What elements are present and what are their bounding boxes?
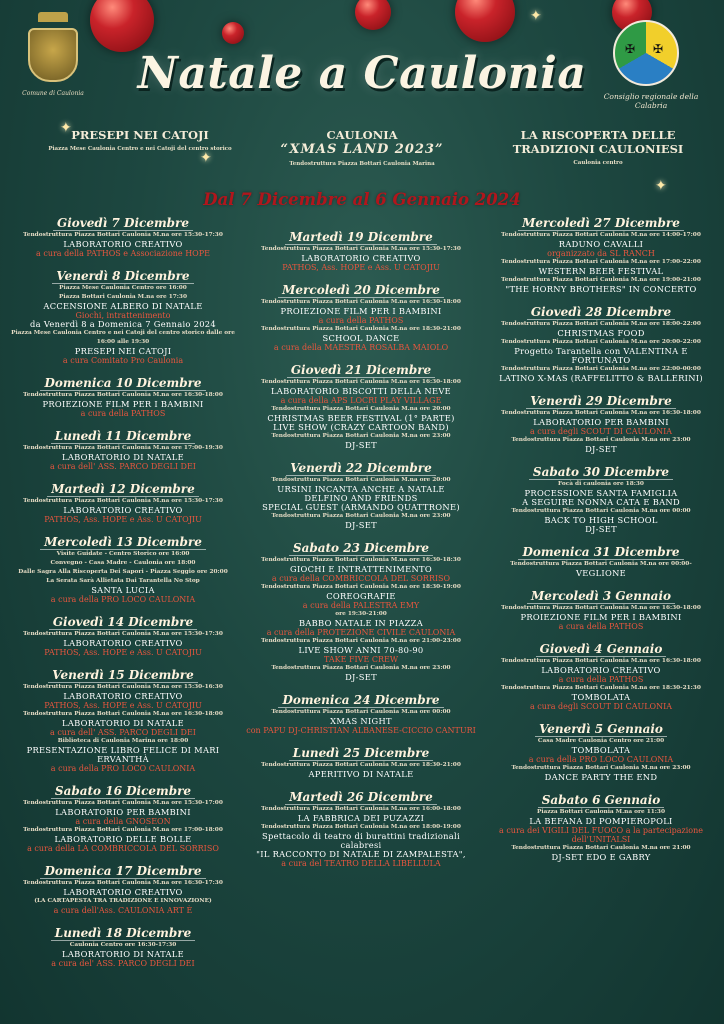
event-title: Spettacolo di teatro di burattini tradizionali calabresi: [262, 831, 460, 850]
day-date: Giovedì 4 Gennaio: [536, 643, 667, 657]
event-location: (LA CARTAPESTA TRA TRADIZIONE E INNOVAZIONE): [34, 898, 212, 904]
day-block: [244, 689, 478, 735]
day-block: [244, 742, 478, 779]
day-date: Giovedì 28 Dicembre: [527, 306, 675, 320]
event-location: Tendostruttura Piazza Bottari Caulonia M.na ore 18:30-21:30: [501, 685, 701, 691]
event-organizer: TAKE FIVE CREW: [323, 655, 399, 664]
event-location: Tendostruttura Piazza Bottari Caulonia M.na ore 19:00-21:00: [501, 277, 701, 283]
day-block: [6, 780, 240, 853]
event-title: PRESENTAZIONE LIBRO FELICE DI MARI: [26, 745, 220, 755]
event-title: RADUNO CAVALLI: [558, 239, 644, 249]
event-organizer: a cura della LA COMBRICCOLA DEL SORRISO: [27, 844, 219, 853]
header-title: LA RISCOPERTA DELLE TRADIZIONI CAULONIESI: [512, 128, 684, 156]
ornament-ball: [455, 0, 515, 42]
day-block: [6, 664, 240, 773]
day-date: Mercoledì 20 Dicembre: [278, 284, 444, 298]
day-date: Sabato 30 Dicembre: [529, 466, 673, 480]
event-location: Tendostruttura Piazza Bottari Caulonia M.na ore 15:30-17:30: [23, 232, 223, 238]
day-date: Giovedì 14 Dicembre: [49, 616, 197, 630]
day-block: [6, 212, 240, 258]
page-title: Natale a Caulonia: [137, 48, 587, 99]
event-title: LABORATORIO PER BAMBINI: [533, 417, 669, 427]
event-title: A SEGUIRE NONNA CATA E BAND: [522, 497, 680, 507]
header-subtitle: Tendostruttura Piazza Bottari Caulonia Marina: [289, 161, 435, 167]
header-title: CAULONIA: [326, 128, 398, 142]
event-title: LABORATORIO CREATIVO: [301, 253, 421, 263]
event-organizer: a cura della COMBRICCOLA DEL SORRISO: [271, 574, 451, 583]
event-location: Tendostruttura Piazza Bottari Caulonia M.na ore 16:30-18:00: [501, 605, 701, 611]
event-title: SANTA LUCIA: [91, 585, 155, 595]
event-location: Tendostruttura Piazza Bottari Caulonia M.na ore 22:00-00:00: [501, 366, 701, 372]
ornament-ball: [222, 22, 244, 44]
event-location: Tendostruttura Piazza Bottari Caulonia M.na ore 23:00: [271, 665, 451, 671]
day-block: [484, 789, 718, 862]
event-title: da Venerdì 8 a Domenica 7 Gennaio 2024: [30, 319, 216, 329]
header-subtitle: Piazza Mese Caulonia Centro e nei Catoji del centro storico: [48, 146, 232, 152]
header-tradizioni: [498, 128, 698, 166]
event-organizer: a cura dei VIGILI DEL FUOCO a la partecipazione dell'UNITALSI: [499, 826, 703, 844]
event-title: PRESEPI NEI CATOJI: [74, 346, 172, 356]
event-organizer: a cura della PROTEZIONE CIVILE CAULONIA: [266, 628, 456, 637]
event-title: VEGLIONE: [576, 568, 626, 578]
event-location: Tendostruttura Piazza Bottari Caulonia M.na ore 18:00-19:00: [261, 824, 461, 830]
event-location: Tendostruttura Piazza Bottari Caulonia M.na ore 17:00-22:00: [501, 259, 701, 265]
header-title2: “XMAS LAND 2023”: [280, 142, 444, 157]
event-location: Tendostruttura Piazza Bottari Caulonia M.na ore 17:00-18:00: [23, 827, 223, 833]
event-location: Tendostruttura Piazza Bottari Caulonia M.na ore 18:30-21:00: [261, 326, 461, 332]
day-block: [484, 390, 718, 454]
day-block: [244, 279, 478, 352]
event-location: Tendostruttura Piazza Bottari Caulonia M.na ore 23:00: [271, 433, 451, 439]
event-location: Piazza Mese Caulonia Centro ore 16:00: [59, 285, 187, 291]
event-organizer: a cura della GNOSEON: [75, 817, 171, 826]
ornament-ball: [355, 0, 391, 30]
event-title: DJ-SET: [585, 444, 617, 454]
day-date: Mercoledì 3 Gennaio: [527, 590, 675, 604]
event-location: Tendostruttura Piazza Bottari Caulonia M.na ore 16:30-18:00: [23, 392, 223, 398]
day-date: Domenica 24 Dicembre: [278, 694, 443, 708]
event-location: Tendostruttura Piazza Bottari Caulonia M.na ore 23:00: [511, 437, 691, 443]
event-title: PROIEZIONE FILM PER I BAMBINI: [280, 306, 442, 316]
day-date: Domenica 31 Dicembre: [518, 546, 683, 560]
ornament-ball: [90, 0, 154, 52]
event-location: Piazza Bottari Caulonia M.na ore 17:30: [59, 294, 187, 300]
day-block: [244, 359, 478, 450]
day-date: Sabato 23 Dicembre: [289, 542, 433, 556]
day-block: [6, 860, 240, 915]
day-block: [6, 531, 240, 604]
event-title: SCHOOL DANCE: [322, 333, 400, 343]
event-organizer: a cura della PATHOS: [318, 316, 404, 325]
event-title: DJ-SET: [345, 440, 377, 450]
event-location: Caulonia Centro ore 16:30-17:30: [69, 942, 177, 948]
day-block: [484, 585, 718, 631]
day-date: Giovedì 21 Dicembre: [287, 364, 435, 378]
day-block: [484, 638, 718, 711]
crown-icon: [38, 12, 68, 22]
event-title: DANCE PARTY THE END: [544, 772, 658, 782]
event-title: PROIEZIONE FILM PER I BAMBINI: [520, 612, 682, 622]
event-organizer: a cura dell' ASS. PARCO DEGLI DEI: [50, 462, 196, 471]
date-range: Dal 7 Dicembre al 6 Gennaio 2024: [203, 190, 521, 209]
event-organizer: a cura del' ASS. PARCO DEGLI DEI: [51, 959, 195, 968]
event-location: Convegno - Casa Madre - Caulonia ore 18:00: [50, 560, 196, 566]
event-organizer: PATHOS, Ass. HOPE e Ass. U CATOJIU: [44, 701, 202, 710]
event-location: Tendostruttura Piazza Bottari Caulonia M.na ore 15:30-17:30: [23, 631, 223, 637]
logo-left-caption: Comune di Caulonia: [22, 90, 84, 97]
logo-right-caption: Consiglio regionale della Calabria: [603, 92, 699, 110]
event-organizer: a cura della PATHOS e Associazione HOPE: [36, 249, 210, 258]
event-title: LABORATORIO CREATIVO: [63, 505, 183, 515]
event-location: Tendostruttura Piazza Bottari Caulonia M.na ore 20:00: [271, 406, 451, 412]
day-block: [6, 611, 240, 657]
day-date: Martedì 19 Dicembre: [285, 231, 437, 245]
event-location: Tendostruttura Piazza Bottari Caulonia M.na ore 21:00: [511, 845, 691, 851]
day-block: [6, 372, 240, 418]
event-organizer: a cura del TEATRO DELLA LIBELLULA: [281, 859, 441, 868]
event-title: DJ-SET: [345, 672, 377, 682]
event-location: Tendostruttura Piazza Bottari Caulonia M.na ore 16:30-18:30: [261, 557, 461, 563]
day-date: Venerdì 5 Gennaio: [535, 723, 667, 737]
event-location: Tendostruttura Piazza Bottari Caulonia M.na ore 23:00: [511, 765, 691, 771]
event-title: ERVANTHÀ: [97, 754, 149, 764]
day-block: [484, 461, 718, 534]
event-title: LABORATORIO DI NATALE: [62, 452, 184, 462]
day-date: Lunedì 11 Dicembre: [51, 430, 195, 444]
event-location: Tendostruttura Piazza Bottari Caulonia M.na ore 23:00: [271, 513, 451, 519]
event-location: Tendostruttura Piazza Bottari Caulonia M.na ore 21:00-23:00: [261, 638, 461, 644]
event-title: SPECIAL GUEST (ARMANDO QUATTRONE): [262, 502, 460, 512]
event-location: Visite Guidate - Centro Storico ore 16:00: [56, 551, 190, 557]
event-organizer: PATHOS, Ass. HOPE e Ass. U CATOJIU: [44, 515, 202, 524]
header-subtitle: Caulonia centro: [573, 160, 623, 166]
sparkle-icon: ✦: [655, 178, 667, 194]
header-xmas-land: [262, 128, 462, 167]
event-title: LATINO X-MAS (RAFFELITTO & BALLERINI): [499, 373, 703, 383]
event-title: "IL RACCONTO DI NATALE DI ZAMPALESTA",: [256, 849, 466, 859]
day-block: [244, 457, 478, 530]
day-block: [484, 718, 718, 782]
event-title: LABORATORIO PER BAMBINI: [55, 807, 191, 817]
event-title: LABORATORIO DELLE BOLLE: [54, 834, 192, 844]
sparkle-icon: ✦: [200, 150, 212, 166]
day-date: Martedì 12 Dicembre: [47, 483, 199, 497]
event-title: LABORATORIO CREATIVO: [541, 665, 661, 675]
event-title: WESTERN BEER FESTIVAL: [538, 266, 664, 276]
event-location: Tendostruttura Piazza Bottari Caulonia M.na ore 14:00-17:00: [501, 232, 701, 238]
event-title: LABORATORIO BISCOTTI DELLA NEVE: [270, 386, 451, 396]
day-date: Mercoledì 27 Dicembre: [518, 217, 684, 231]
day-date: Venerdì 22 Dicembre: [286, 462, 435, 476]
event-title: COREOGRAFIE: [326, 591, 396, 601]
event-location: Tendostruttura Piazza Bottari Caulonia M.na ore 18:30-19:00: [261, 584, 461, 590]
event-title: Progetto Tarantella con VALENTINA E FORTUNATO: [514, 346, 688, 365]
event-title: DJ-SET: [345, 520, 377, 530]
event-organizer: a cura dell'Ass. CAULONIA ART È: [53, 906, 193, 915]
event-title: LA FABBRICA DEI PUZAZZI: [297, 813, 425, 823]
event-location: Tendostruttura Piazza Bottari Caulonia M.na ore 18:30-21:00: [261, 762, 461, 768]
sparkle-icon: ✦: [530, 8, 542, 24]
event-organizer: a cura della PATHOS: [558, 622, 644, 631]
event-location: Tendostruttura Piazza Bottari Caulonia M.na ore 16:30-18:00: [23, 711, 223, 717]
event-organizer: a cura della APS LOCRI PLAY VILLAGE: [280, 396, 442, 405]
event-title: LABORATORIO DI NATALE: [62, 718, 184, 728]
event-title: PROIEZIONE FILM PER I BAMBINI: [42, 399, 204, 409]
event-organizer: Giochi, intrattenimento: [75, 311, 171, 320]
header-presepi: [40, 128, 240, 152]
event-title: DJ-SET EDO E GABRY: [551, 852, 651, 862]
event-organizer: PATHOS, Ass. HOPE e Ass. U CATOJIU: [282, 263, 440, 272]
day-block: [6, 265, 240, 365]
day-date: Venerdì 29 Dicembre: [526, 395, 675, 409]
day-date: Domenica 17 Dicembre: [40, 865, 205, 879]
event-title: BACK TO HIGH SCHOOL: [544, 515, 658, 525]
event-location: Tendostruttura Piazza Bottari Caulonia M.na ore 00:00: [511, 508, 691, 514]
day-block: [484, 541, 718, 578]
event-organizer: a cura Comitato Pro Caulonia: [62, 356, 184, 365]
event-location: Tendostruttura Piazza Bottari Caulonia M.na ore 20:00-22:00: [501, 339, 701, 345]
day-block: [6, 425, 240, 471]
event-location: Focà di caulonia ore 18:30: [558, 481, 644, 487]
event-title: GIOCHI E INTRATTENIMENTO: [290, 564, 432, 574]
event-title: XMAS NIGHT: [330, 716, 392, 726]
event-location: Tendostruttura Piazza Bottari Caulonia M.na ore 17:00-19:30: [23, 445, 223, 451]
event-title: PROCESSIONE SANTA FAMIGLIA: [524, 488, 678, 498]
event-location: Piazza Bottari Caulonia M.na ore 11:30: [537, 809, 665, 815]
event-location: Casa Madre Caulonia Centro ore 21:00: [537, 738, 665, 744]
event-location: Tendostruttura Piazza Bottari Caulonia M.na ore 18:00-22:00: [501, 321, 701, 327]
event-location: Biblioteca di Caulonia Marina ore 18:00: [57, 738, 189, 744]
event-location: Tendostruttura Piazza Bottari Caulonia M.na ore 16:30-18:00: [261, 299, 461, 305]
event-location: Tendostruttura Piazza Bottari Caulonia M.na ore 15:30-17:00: [23, 800, 223, 806]
event-location: Tendostruttura Piazza Bottari Caulonia M.na ore 16:30-18:00: [261, 379, 461, 385]
day-date: Mercoledì 13 Dicembre: [40, 536, 206, 550]
day-date: Sabato 6 Gennaio: [538, 794, 665, 808]
event-location: Tendostruttura Piazza Bottari Caulonia M.na ore 15:30-17:30: [261, 246, 461, 252]
event-title: APERITIVO DI NATALE: [308, 769, 414, 779]
event-organizer: a cura degli SCOUT DI CAULONIA: [529, 427, 673, 436]
event-title: ACCENSIONE ALBERO DI NATALE: [43, 301, 203, 311]
event-title: LABORATORIO CREATIVO: [63, 638, 183, 648]
day-date: Martedì 26 Dicembre: [285, 791, 437, 805]
schedule-column-3: [484, 212, 718, 869]
event-organizer: a cura della PRO LOCO CAULONIA: [50, 595, 196, 604]
day-date: Lunedì 25 Dicembre: [289, 747, 433, 761]
event-organizer: organizzato da SL RANCH: [547, 249, 655, 258]
event-title: "THE HORNY BROTHERS" IN CONCERTO: [505, 284, 697, 294]
day-block: [6, 478, 240, 524]
day-block: [244, 537, 478, 682]
day-block: [244, 786, 478, 868]
event-title: LIVE SHOW ANNI 70-80-90: [298, 645, 424, 655]
event-location: Piazza Mese Caulonia Centro e nei Catoji del centro storico dalle ore 16:00 alle 19:30: [11, 330, 235, 345]
event-organizer: a cura della PALESTRA EMY: [302, 601, 420, 610]
event-title: LA BEFANA DI POMPIEROPOLI: [529, 816, 673, 826]
calabria-emblem-icon: ✠ ✠: [613, 20, 679, 86]
event-location: Tendostruttura Piazza Bottari Caulonia M.na ore 00:00-: [510, 561, 692, 567]
event-organizer: a cura degli SCOUT DI CAULONIA: [529, 702, 673, 711]
event-location: Tendostruttura Piazza Bottari Caulonia M.na ore 16:00-18:00: [261, 806, 461, 812]
day-date: Venerdì 15 Dicembre: [48, 669, 197, 683]
day-date: Venerdì 8 Dicembre: [52, 270, 193, 284]
sparkle-icon: ✦: [60, 120, 72, 136]
event-organizer: a cura dell' ASS. PARCO DEGLI DEI: [50, 728, 196, 737]
event-organizer: a cura della PRO LOCO CAULONIA: [528, 755, 674, 764]
event-title: TOMBOLATA: [571, 692, 631, 702]
event-title: CHRISTMAS BEER FESTIVAL (1° PARTE): [267, 413, 455, 423]
day-block: [484, 212, 718, 294]
event-location: Tendostruttura Piazza Bottari Caulonia M.na ore 16:30-18:00: [501, 410, 701, 416]
event-organizer: a cura della PATHOS: [558, 675, 644, 684]
day-block: [244, 226, 478, 272]
day-date: Lunedì 18 Dicembre: [51, 927, 195, 941]
event-organizer: con PAPU DJ-CHRISTIAN ALBANESE-CICCIO CANTURI: [246, 726, 476, 735]
schedule-column-1: [6, 212, 240, 975]
event-title: LABORATORIO DI NATALE: [62, 949, 184, 959]
event-organizer: a cura della MAESTRA ROSALBA MAIOLO: [273, 343, 449, 352]
day-date: Giovedì 7 Dicembre: [53, 217, 193, 231]
day-block: [6, 922, 240, 968]
header-title: PRESEPI NEI CATOJI: [71, 128, 209, 142]
event-title: TOMBOLATA: [571, 745, 631, 755]
event-location: Tendostruttura Piazza Bottari Caulonia M.na ore 20:00: [271, 477, 451, 483]
day-date: Sabato 16 Dicembre: [51, 785, 195, 799]
event-location: ore 19:30-21:00: [335, 611, 387, 617]
event-location: Tendostruttura Piazza Bottari Caulonia M.na ore 00:00: [271, 709, 451, 715]
day-block: [484, 301, 718, 383]
event-location: Tendostruttura Piazza Bottari Caulonia M.na ore 15:30-16:30: [23, 684, 223, 690]
event-title: LABORATORIO CREATIVO: [63, 887, 183, 897]
event-title: LABORATORIO CREATIVO: [63, 239, 183, 249]
event-location: La Serata Sarà Allietata Dai Tarantella No Stop: [46, 578, 200, 584]
event-organizer: a cura della PATHOS: [80, 409, 166, 418]
event-title: URSINI INCANTA ANCHE A NATALE: [277, 484, 445, 494]
event-title: LABORATORIO CREATIVO: [63, 691, 183, 701]
event-title: DJ-SET: [585, 524, 617, 534]
event-title: BABBO NATALE IN PIAZZA: [298, 618, 424, 628]
schedule-column-2: [244, 226, 478, 875]
event-location: Tendostruttura Piazza Bottari Caulonia M.na ore 15:30-17:30: [23, 498, 223, 504]
event-title: DELFINO AND FRIENDS: [304, 493, 418, 503]
event-organizer: PATHOS, Ass. HOPE e Ass. U CATOJIU: [44, 648, 202, 657]
day-date: Domenica 10 Dicembre: [40, 377, 205, 391]
event-title: CHRISTMAS FOOD: [557, 328, 645, 338]
event-organizer: a cura della PRO LOCO CAULONIA: [50, 764, 196, 773]
event-title: LIVE SHOW (CRAZY CARTOON BAND): [273, 422, 449, 432]
event-location: Tendostruttura Piazza Bottari Caulonia M.na ore 16:30-18:00: [501, 658, 701, 664]
event-location: Tendostruttura Piazza Bottari Caulonia M.na ore 16:30-17:30: [23, 880, 223, 886]
event-location: Dalle Sagra Alla Riscoperta Dei Sapori - Piazza Seggio ore 20:00: [18, 569, 228, 575]
